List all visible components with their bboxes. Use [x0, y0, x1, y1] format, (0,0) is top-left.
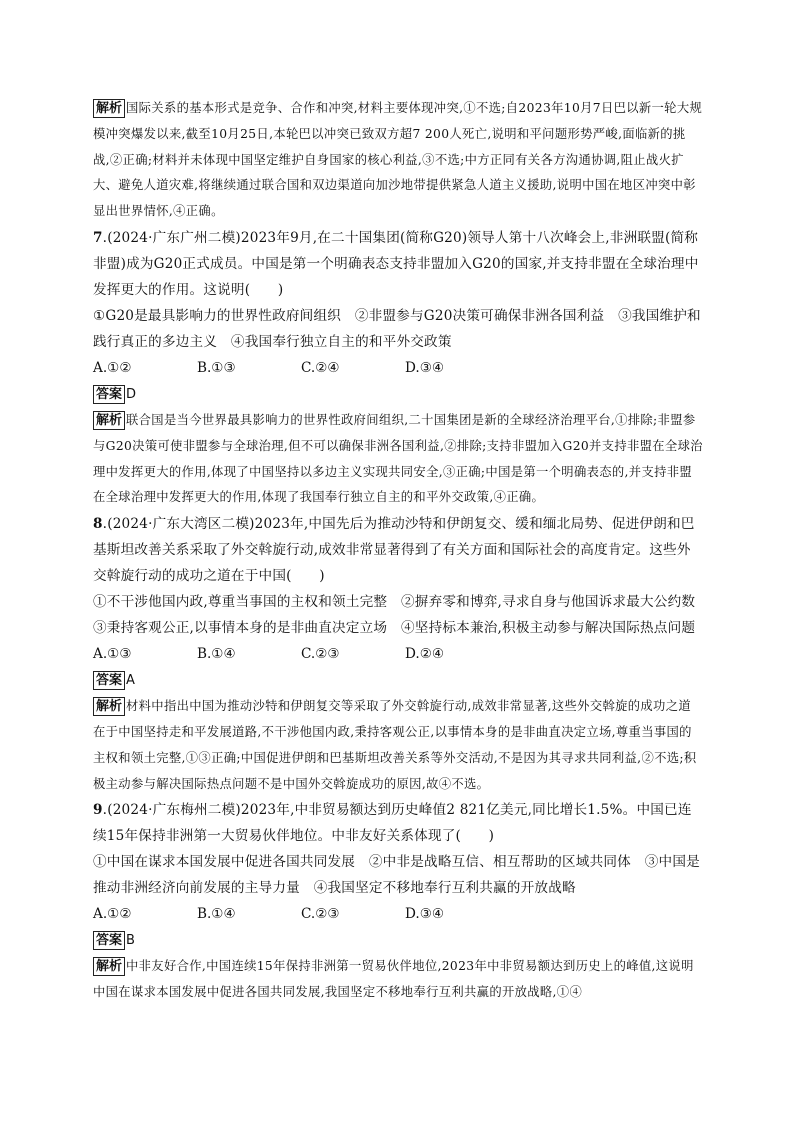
question-8-statements: ①不干涉他国内政,尊重当事国的主权和领土完整 ②摒弃零和博弈,寻求自身与他国诉求最大公约数 ③秉持客观公正,以事情本身的是非曲直决定立场 ④坚持标本兼治,积极主动参与解决国际热点问题 — [93, 594, 709, 637]
question-stem: .(2024·广东梅州二模)2023年,中非贸易额达到历史峰值2 821亿美元,同比增长1.5%。中国已连续15年保持非洲第一大贸易伙伴地位。中非友好关系体现了( ) — [93, 802, 692, 845]
jiexi-label: 解析 — [93, 99, 125, 118]
question-7-options — [93, 355, 703, 381]
option-d[interactable]: D.③④ — [405, 359, 445, 376]
answer-value: D — [126, 386, 137, 402]
option-b[interactable]: B.①③ — [197, 359, 236, 376]
question-9 — [93, 797, 703, 849]
answer-value: B — [126, 933, 135, 949]
jiexi-label: 解析 — [93, 957, 125, 976]
option-c[interactable]: C.②③ — [301, 906, 340, 923]
question-stem: .(2024·广东大湾区二模)2023年,中国先后为推动沙特和伊朗复交、缓和缅北局势、促进伊朗和巴基斯坦改善关系采取了外交斡旋行动,成效非常显著得到了有关方面和国际社会的高度肯定。这些外交斡旋行动的成功之道在于中国( ) — [93, 516, 695, 585]
option-b[interactable]: B.①④ — [197, 906, 236, 923]
option-a[interactable]: A.①② — [93, 906, 132, 923]
question-stem: .(2024·广东广州二模)2023年9月,在二十国集团(简称G20)领导人第十八次峰会上,非洲联盟(简称非盟)成为G20正式成员。中国是第一个明确表态支持非盟加入G20的国家,并支持非盟在全球治理中发挥更大的作用。这说明( ) — [93, 229, 699, 298]
question-9-statements: ①中国在谋求本国发展中促进各国共同发展 ②中非是战略互信、相互帮助的区域共同体 ③中国是推动非洲经济向前发展的主导力量 ④我国坚定不移地奉行互利共赢的开放战略 — [93, 854, 700, 897]
option-c[interactable]: C.②④ — [301, 359, 340, 376]
explanation-text: 材料中指出中国为推动沙特和伊朗复交等采取了外交斡旋行动,成效非常显著,这些外交斡旋的成功之道在于中国坚持走和平发展道路,不干涉他国内政,秉持客观公正,以事情本身的是非曲直决定立场,尊重当事国的主权和领土完整,①③正确;中国促进伊朗和巴基斯坦改善关系等外交活动,不是因为其寻求共同利益,②不选;积极主动参与解决国际热点问题不是中国外交斡旋成功的原因,故④不选。 — [93, 699, 697, 791]
option-b[interactable]: B.①④ — [197, 646, 236, 663]
question-number: 9 — [93, 802, 103, 819]
question-9-explanation — [93, 954, 703, 1006]
option-a[interactable]: A.①② — [93, 359, 132, 376]
jiexi-label: 解析 — [93, 697, 125, 716]
explanation-text: 中非友好合作,中国连续15年保持非洲第一贸易伙伴地位,2023年中非贸易额达到历史上的峰值,这说明中国在谋求本国发展中促进各国共同发展,我国坚定不移地奉行互利共赢的开放战略,①④ — [93, 959, 694, 1000]
question-7-answer — [93, 381, 703, 408]
explanation-text: 国际关系的基本形式是竞争、合作和冲突,材料主要体现冲突,①不选;自2023年10月7日巴以新一轮大规模冲突爆发以来,截至10月25日,本轮巴以冲突已致双方超7 200人死亡,说明和平问题形势严峻,面临新的挑战,②正确;材料并未体现中国坚定维护自身国家的核心利益,③不选;中方正同有关各方沟通协调,阻止战火扩大、避免人道灾难,将继续通过联合国和双边渠道向加沙地带提供紧急人道主义援助,说明中国在地区冲突中彰显出世界情怀,④正确。 — [93, 101, 703, 219]
question-number: 7 — [93, 229, 103, 246]
question-8-answer — [93, 667, 703, 694]
question-8-explanation — [93, 694, 703, 797]
jiexi-label: 解析 — [93, 411, 125, 430]
answer-label: 答案 — [93, 671, 125, 690]
question-7-explanation — [93, 408, 703, 511]
question-7-statements: ①G20是最具影响力的世界性政府间组织 ②非盟参与G20决策可确保非洲各国利益 ③我国维护和践行真正的多边主义 ④我国奉行独立自主的和平外交政策 — [93, 307, 701, 350]
question-8-options — [93, 641, 703, 667]
explanation-text: 联合国是当今世界最具影响力的世界性政府间组织,二十国集团是新的全球经济治理平台,①排除;非盟参与G20决策可使非盟参与全球治理,但不可以确保非洲各国利益,②排除;支持非盟加入G20并支持非盟在全球治理中发挥更大的作用,体现了中国坚持以多边主义实现共同安全,③正确;中国是第一个明确表态的,并支持非盟在全球治理中发挥更大的作用,体现了我国奉行独立自主的和平外交政策,④正确。 — [93, 412, 703, 505]
option-c[interactable]: C.②③ — [301, 646, 340, 663]
q6-explanation — [93, 96, 703, 225]
option-a[interactable]: A.①③ — [93, 646, 132, 663]
question-number: 8 — [93, 516, 103, 533]
question-8 — [93, 511, 703, 589]
document-page — [93, 96, 709, 1006]
question-9-answer — [93, 927, 703, 954]
option-d[interactable]: D.②④ — [405, 646, 445, 663]
answer-value: A — [126, 673, 135, 689]
question-7 — [93, 225, 703, 303]
question-9-options — [93, 901, 703, 927]
answer-label: 答案 — [93, 931, 125, 950]
option-d[interactable]: D.③④ — [405, 906, 445, 923]
answer-label: 答案 — [93, 385, 125, 404]
